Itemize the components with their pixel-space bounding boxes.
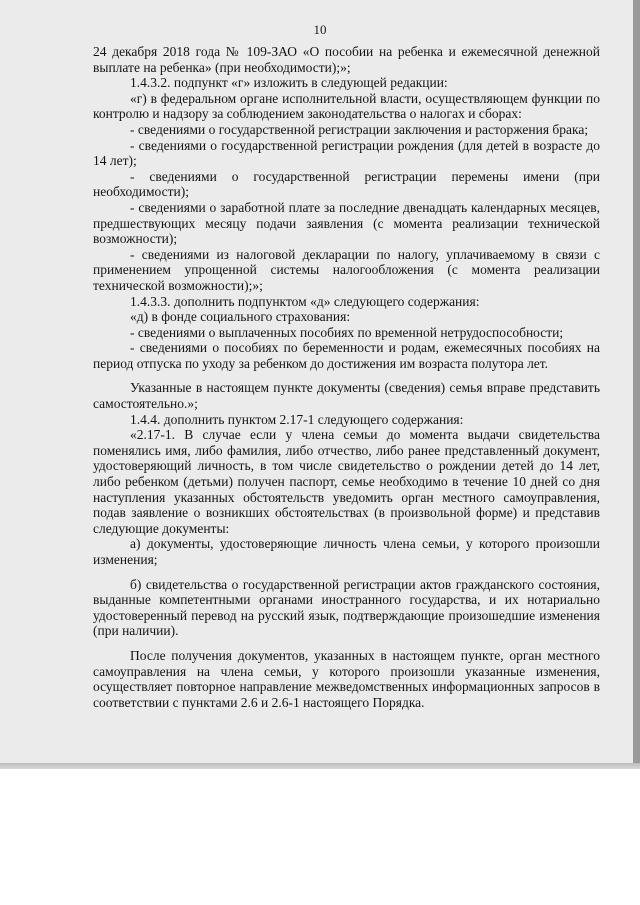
paragraph-continuation: 24 декабря 2018 года № 109-ЗАО «О пособии на ребенка и ежемесячной денежной выплате на ребенка» (при необходимости);»; <box>93 44 600 75</box>
page-number: 10 <box>313 22 327 37</box>
paragraph-item-1-4-3-2: 1.4.3.2. подпункт «г» изложить в следующей редакции: <box>130 75 448 91</box>
paragraph-item-1-4-3-3: 1.4.3.3. дополнить подпунктом «д» следующего содержания: <box>130 293 480 309</box>
list-item-tax-declaration: - сведениями из налоговой декларации по налогу, уплачиваемому в связи с применением упрощенной системы налогообложения (с момента реализации технической возможности);»; <box>93 246 600 293</box>
list-item-a: а) документы, удостоверяющие личность члена семьи, у которого произошли изменения; <box>93 536 600 567</box>
scan-edge-right <box>633 0 640 766</box>
list-item-maternity: - сведениями о пособиях по беременности и родам, ежемесячных пособиях на период отпуска по уходу за ребенком до достижения им возраста полутора лет. <box>93 340 600 371</box>
paragraph-after-documents: После получения документов, указанных в настоящем пункте, орган местного самоуправления на члена семьи, у которого произошли указанные изменения, осуществляет повторное направление межведомственных информационных запросов в соответствии с пунктами 2.6 и 2.6-1 настоящего Порядка. <box>93 647 600 710</box>
list-item-b: б) свидетельства о государственной регистрации актов гражданского состояния, выданные компетентными органами иностранного государства, и их нотариально удостоверенный перевод на русский язык, подтверждающие произошедшие изменения (при наличии). <box>93 576 600 639</box>
document-body <box>93 44 600 710</box>
paragraph-subitem-g: «г) в федеральном органе исполнительной власти, осуществляющем функции по контролю и надзору за соблюдением законодательства о налогах и сборах: <box>93 90 600 122</box>
list-item-name-change: - сведениями о государственной регистрации перемены имени (при необходимости); <box>93 168 600 200</box>
paragraph-item-1-4-4: 1.4.4. дополнить пунктом 2.17-1 следующего содержания: <box>130 411 464 427</box>
list-item-salary: - сведениями о заработной плате за последние двенадцать календарных месяцев, предшествующих месяцу подачи заявления (с момента реализации технической возможности); <box>93 199 600 247</box>
list-item-birth: - сведениями о государственной регистрации рождения (для детей в возрасте до 14 лет); <box>93 137 600 169</box>
paragraph-subitem-d: «д) в фонде социального страхования: <box>130 309 351 325</box>
scan-edge-bottom <box>0 763 640 769</box>
paragraph-2-17-1: «2.17-1. В случае если у члена семьи до момента выдачи свидетельства поменялись имя, либо фамилия, либо отчество, либо ранее представленный документ, удостоверяющий личность, в том числе свидетельство о рождении детей до 14 лет, либо ребенком (детьми) получен паспорт, семье необходимо в течение 10 дней со дня наступления указанных обстоятельств уведомить орган местного самоуправления, подав заявление о возникших обстоятельствах (в произвольной форме) и представив следующие документы: <box>93 427 600 536</box>
list-item-marriage: - сведениями о государственной регистрации заключения и расторжения брака; <box>130 121 589 137</box>
paragraph-self-submission: Указанные в настоящем пункте документы (сведения) семья вправе представить самостоятельно.»; <box>93 380 600 412</box>
list-item-sick-leave: - сведениями о выплаченных пособиях по временной нетрудоспособности; <box>130 324 564 340</box>
